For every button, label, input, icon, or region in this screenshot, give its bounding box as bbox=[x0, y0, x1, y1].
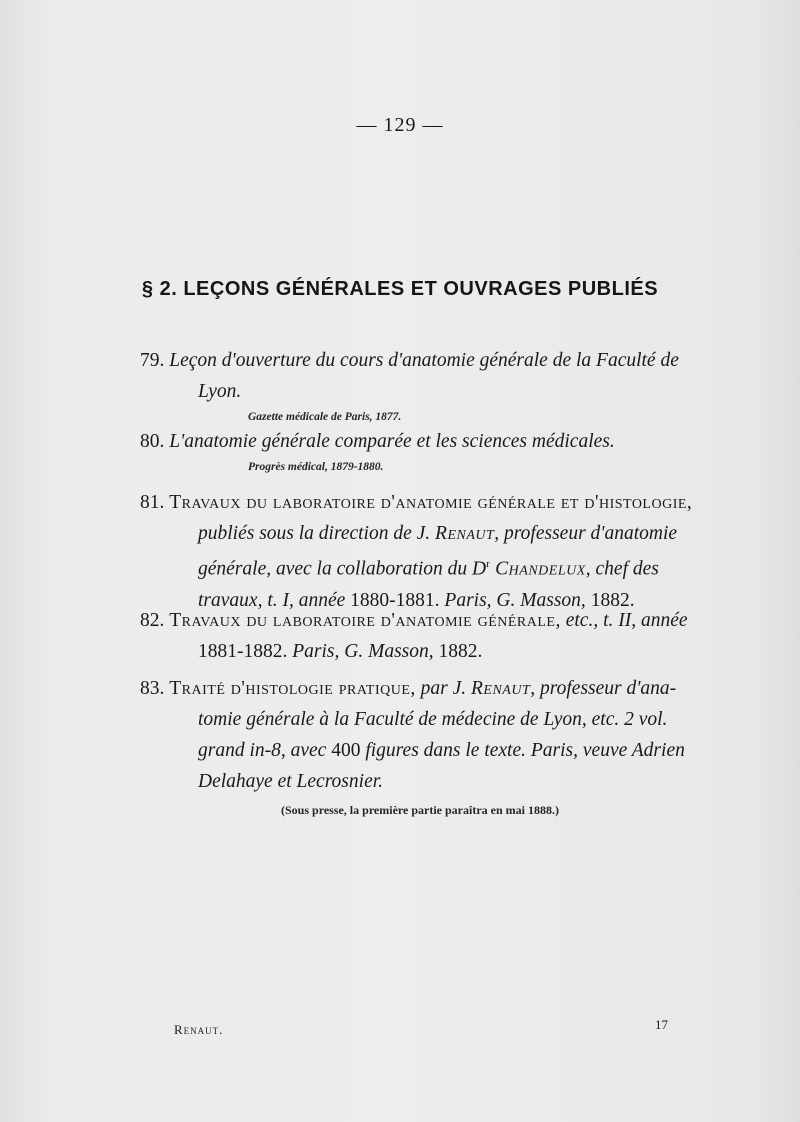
entry-title: Travaux du laboratoire d'anatomie générale et d'histologie, bbox=[169, 492, 693, 513]
entry-81 bbox=[140, 487, 720, 616]
entry-line bbox=[140, 549, 720, 585]
entry-line bbox=[140, 518, 720, 549]
entry-years: 1880-1881. bbox=[350, 589, 445, 611]
entry-number: 80. bbox=[140, 431, 165, 452]
footer-signature: Renaut. bbox=[174, 1022, 224, 1037]
entry-line bbox=[140, 487, 720, 518]
entry-publisher: Paris, G. Masson, bbox=[292, 641, 439, 662]
entry-line bbox=[140, 735, 720, 766]
entry-line bbox=[140, 345, 720, 376]
entry-text: travaux, t. I, année bbox=[198, 589, 351, 611]
entry-line bbox=[140, 704, 720, 735]
entry-line bbox=[140, 376, 720, 407]
entry-text: , professeur d'ana- bbox=[530, 678, 677, 699]
entry-text: tomie générale à la Faculté de médecine de Lyon, etc. 2 vol. bbox=[198, 709, 668, 730]
entry-title: Travaux du laboratoire d'anatomie générale, bbox=[169, 610, 561, 631]
entry-line bbox=[140, 673, 720, 704]
superscript: r bbox=[486, 558, 490, 570]
entry-source: Progrès médical, 1879-1880. bbox=[248, 461, 384, 473]
entry-publisher: Delahaye et Lecrosnier. bbox=[198, 771, 384, 792]
entry-text: par J. bbox=[415, 678, 471, 699]
entry-82 bbox=[140, 605, 720, 667]
entry-text: grand in-8, avec bbox=[198, 740, 332, 761]
entry-source: Gazette médicale de Paris, 1877. bbox=[248, 411, 402, 423]
entry-text: générale, avec la collaboration du D bbox=[198, 558, 487, 580]
page-number: — 129 — bbox=[356, 114, 444, 136]
entry-title: Leçon d'ouverture du cours d'anatomie générale de la Faculté de bbox=[169, 350, 679, 371]
author-name: Renaut bbox=[435, 523, 495, 544]
entry-title-cont: Lyon. bbox=[198, 381, 242, 402]
author-name: Renaut bbox=[471, 678, 531, 699]
section-heading: § 2. LEÇONS GÉNÉRALES ET OUVRAGES PUBLIÉS bbox=[141, 278, 659, 300]
entry-79 bbox=[140, 345, 720, 425]
entry-80 bbox=[140, 426, 720, 475]
entry-text: , chef des bbox=[585, 558, 659, 580]
footer-sheet-number: 17 bbox=[655, 1017, 668, 1032]
entry-line bbox=[140, 636, 720, 667]
entry-title: Traité d'histologie pratique, bbox=[169, 678, 416, 699]
entry-number: 82. bbox=[140, 610, 165, 631]
figure-count: 400 bbox=[331, 740, 361, 761]
entry-year: 1882. bbox=[590, 589, 635, 611]
entry-text: , professeur d'anatomie bbox=[494, 523, 678, 544]
entry-text: etc., t. II, année bbox=[560, 610, 688, 631]
collaborator-name: Chandelux bbox=[489, 558, 586, 580]
entry-year: 1882. bbox=[438, 641, 483, 662]
entry-number: 81. bbox=[140, 492, 165, 513]
entry-title: L'anatomie générale comparée et les sciences médicales. bbox=[169, 431, 615, 452]
entry-text: publiés sous la direction de J. bbox=[198, 523, 436, 544]
entry-text: figures dans le texte. Paris, veuve Adrien bbox=[360, 740, 685, 761]
entry-line bbox=[140, 766, 720, 797]
entry-note: (Sous presse, la première partie paraîtra en mai 1888.) bbox=[281, 803, 559, 817]
entry-number: 83. bbox=[140, 678, 165, 699]
entry-number: 79. bbox=[140, 350, 165, 371]
entry-years: 1881-1882. bbox=[198, 641, 293, 662]
entry-publisher: Paris, G. Masson, bbox=[444, 589, 591, 611]
entry-line bbox=[140, 605, 720, 636]
entry-83 bbox=[140, 673, 720, 819]
entry-line bbox=[140, 426, 720, 457]
